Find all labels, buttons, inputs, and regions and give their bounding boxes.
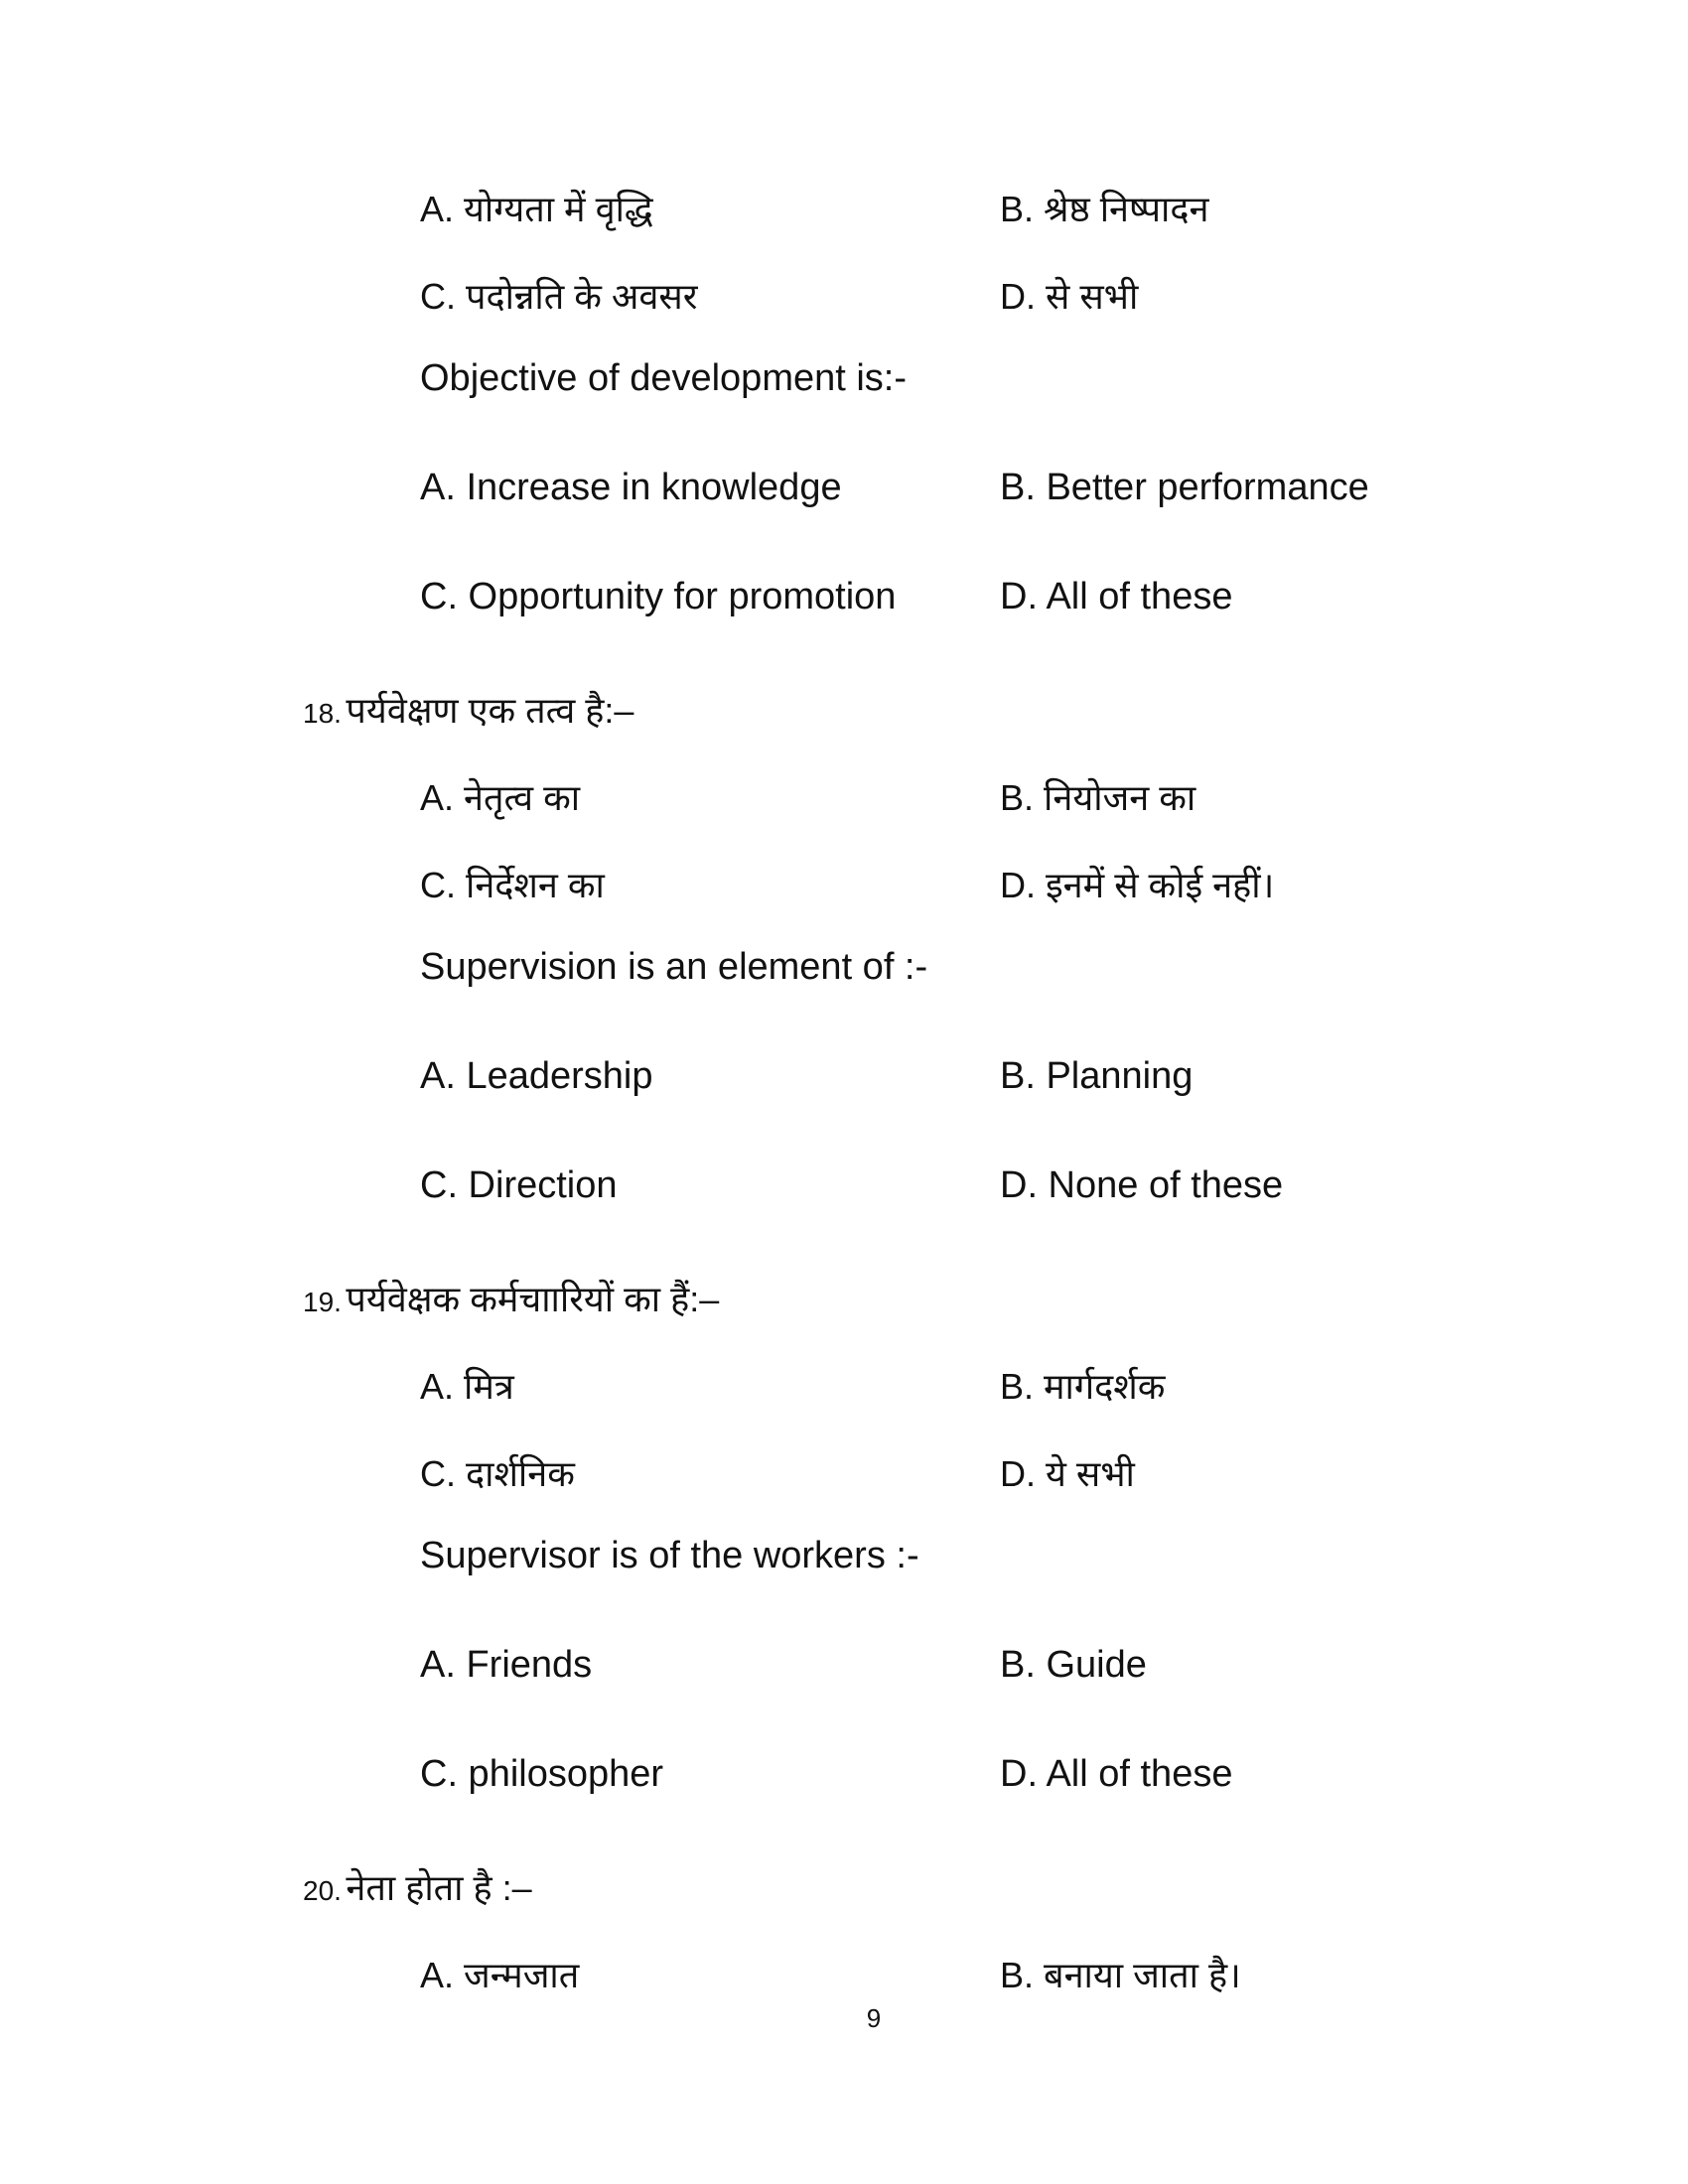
q18-en-question: Supervision is an element of :- bbox=[420, 946, 928, 988]
q19-hi-option-a: A. मित्र bbox=[420, 1366, 514, 1407]
q18-hi-option-a: A. नेतृत्व का bbox=[420, 777, 581, 818]
q18-en-option-c: C. Direction bbox=[420, 1164, 618, 1206]
q18-hi-question: पर्यवेक्षण एक तत्व है:– bbox=[346, 690, 634, 731]
q19-hi-option-b: B. मार्गदर्शक bbox=[1000, 1366, 1166, 1407]
q17-hi-option-c: C. पदोन्नति के अवसर bbox=[420, 276, 698, 317]
q19-hi-option-c: C. दार्शनिक bbox=[420, 1453, 575, 1494]
q20-heading bbox=[303, 1862, 532, 1911]
q19-en-option-d: D. All of these bbox=[1000, 1753, 1233, 1795]
q17-hi-option-b: B. श्रेष्ठ निष्पादन bbox=[1000, 189, 1209, 229]
q17-en-option-a: A. Increase in knowledge bbox=[420, 467, 842, 508]
q20-hi-option-a: A. जन्मजात bbox=[420, 1955, 580, 1995]
q18-heading bbox=[303, 685, 633, 734]
q19-en-question: Supervisor is of the workers :- bbox=[420, 1535, 919, 1576]
q18-hi-option-c: C. निर्देशन का bbox=[420, 865, 605, 905]
q17-en-option-b: B. Better performance bbox=[1000, 467, 1369, 508]
q17-hi-option-d: D. से सभी bbox=[1000, 276, 1139, 317]
page-number: 9 bbox=[866, 2003, 882, 2033]
q18-en-option-d: D. None of these bbox=[1000, 1164, 1284, 1206]
q19-number: 19. bbox=[303, 1287, 342, 1317]
q17-hi-option-a: A. योग्यता में वृद्धि bbox=[420, 189, 653, 229]
q19-en-option-c: C. philosopher bbox=[420, 1753, 664, 1795]
q17-en-question: Objective of development is:- bbox=[420, 357, 908, 399]
q19-heading bbox=[303, 1274, 719, 1322]
q18-number: 18. bbox=[303, 698, 342, 729]
q20-hi-option-b: B. बनाया जाता है। bbox=[1000, 1955, 1241, 1995]
q18-en-option-a: A. Leadership bbox=[420, 1055, 653, 1097]
q20-hi-question: नेता होता है :– bbox=[346, 1867, 532, 1908]
q19-hi-option-d: D. ये सभी bbox=[1000, 1453, 1135, 1494]
q19-en-option-a: A. Friends bbox=[420, 1644, 593, 1686]
q18-hi-option-b: B. नियोजन का bbox=[1000, 777, 1196, 818]
q17-en-option-d: D. All of these bbox=[1000, 576, 1233, 617]
q17-en-option-c: C. Opportunity for promotion bbox=[420, 576, 897, 617]
q19-en-option-b: B. Guide bbox=[1000, 1644, 1147, 1686]
q18-en-option-b: B. Planning bbox=[1000, 1055, 1194, 1097]
q19-hi-question: पर्यवेक्षक कर्मचाारियों का हैं:– bbox=[346, 1279, 720, 1319]
q20-number: 20. bbox=[303, 1875, 342, 1906]
q18-hi-option-d: D. इनमें से कोई नहीं। bbox=[1000, 865, 1275, 905]
